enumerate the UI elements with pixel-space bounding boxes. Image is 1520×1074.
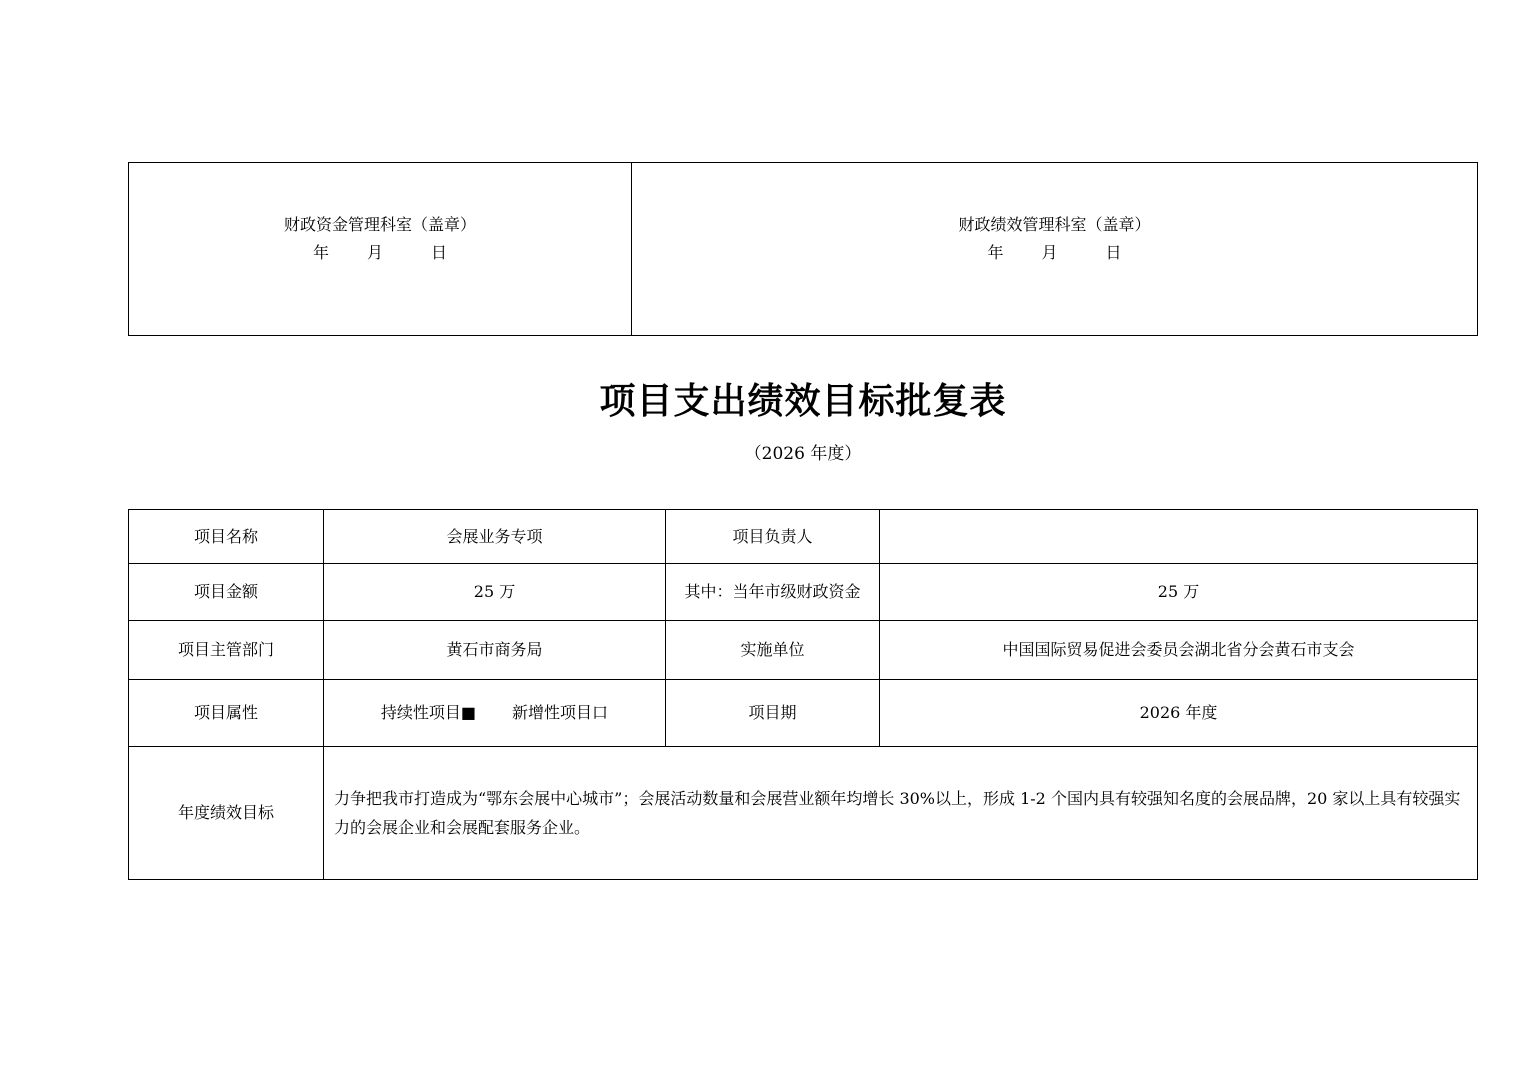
month-label: 月 — [366, 243, 383, 262]
funds-office-label: 财政资金管理科室（盖章） — [283, 215, 476, 234]
attr-new: 新增性项目口 — [512, 703, 609, 722]
month-label: 月 — [1041, 243, 1058, 262]
attr-continuing: 持续性项目■ — [380, 703, 477, 722]
project-name-label: 项目名称 — [129, 510, 324, 564]
period-label: 项目期 — [666, 680, 880, 747]
goal-value: 力争把我市打造成为“鄂东会展中心城市”；会展活动数量和会展营业额年均增长 30%以上，形成 1-2 个国内具有较强知名度的会展品牌，20 家以上具有较强实力的会展企业和会展配套服务企业。 — [324, 747, 1478, 880]
table-row — [129, 680, 1478, 747]
impl-unit-label: 实施单位 — [666, 621, 880, 680]
project-leader-value — [880, 510, 1478, 564]
project-amount-label: 项目金额 — [129, 564, 324, 621]
city-fund-value: 25 万 — [880, 564, 1478, 621]
year-label: 年 — [987, 243, 1004, 262]
project-amount-value: 25 万 — [324, 564, 666, 621]
approval-table — [128, 509, 1478, 880]
page-title: 项目支出绩效目标批复表 — [599, 380, 1007, 422]
project-leader-label: 项目负责人 — [666, 510, 880, 564]
table-row — [129, 564, 1478, 621]
day-label: 日 — [431, 243, 448, 262]
year-label: 年 — [312, 243, 329, 262]
performance-date-line — [640, 239, 1469, 267]
day-label: 日 — [1105, 243, 1122, 262]
period-value: 2026 年度 — [880, 680, 1478, 747]
attr-label: 项目属性 — [129, 680, 324, 747]
signature-cell-performance — [632, 163, 1478, 336]
dept-label: 项目主管部门 — [129, 621, 324, 680]
dept-value: 黄石市商务局 — [324, 621, 666, 680]
attr-value — [324, 680, 666, 747]
goal-label: 年度绩效目标 — [129, 747, 324, 880]
page-subtitle: （2026 年度） — [744, 444, 862, 464]
signature-cell-funds — [129, 163, 632, 336]
project-name-value: 会展业务专项 — [324, 510, 666, 564]
table-row — [129, 621, 1478, 680]
performance-office-label: 财政绩效管理科室（盖章） — [958, 215, 1151, 234]
table-row — [129, 510, 1478, 564]
impl-unit-value: 中国国际贸易促进会委员会湖北省分会黄石市支会 — [880, 621, 1478, 680]
funds-date-line — [137, 239, 623, 267]
signature-table — [128, 162, 1478, 336]
table-row — [129, 747, 1478, 880]
city-fund-label: 其中：当年市级财政资金 — [666, 564, 880, 621]
